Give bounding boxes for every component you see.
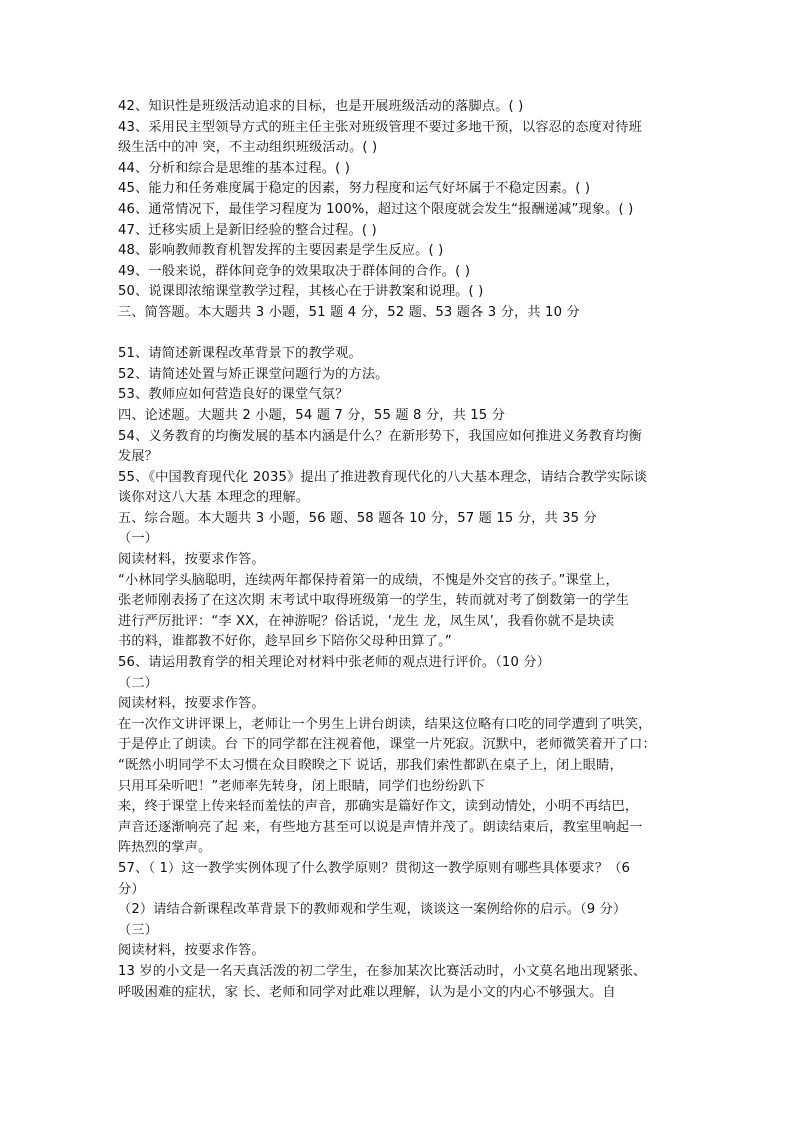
question-49: 49、一般来说，群体间竞争的效果取决于群体间的合作。( ) — [118, 263, 471, 279]
question-54-line-1: 54、义务教育的均衡发展的基本内涵是什么？在新形势下，我国应如何推进义务教育均衡 — [118, 428, 642, 444]
material-2-line-3: “既然小明同学不太习惯在众目睽睽之下 说话，那我们索性都趴在桌子上，闭上眼睛， — [118, 758, 623, 773]
material-1-line-2: 张老师刚表扬了在这次期 末考试中取得班级第一的学生，转而就对考了倒数第一的学生 — [118, 593, 630, 609]
question-44: 44、分析和综合是思维的基本过程。( ) — [118, 160, 351, 176]
document-page — [118, 97, 678, 1003]
subsection-3-label: （三） — [118, 922, 159, 938]
question-43-line-2: 级生活中的冲 突，不主动组织班级活动。( ) — [118, 140, 378, 156]
question-55-line-1: 55、《中国教育现代化 2035》提出了推进教育现代化的八大基本理念，请结合教学实际谈 — [118, 469, 648, 485]
question-54-line-2: 发展？ — [118, 449, 159, 465]
material-2-line-4: 只用耳朵听吧！”老师率先转身，闭上眼睛，同学们也纷纷趴下 — [118, 778, 486, 794]
material-1-instruction: 阅读材料，按要求作答。 — [118, 552, 265, 568]
material-1-line-1: “小林同学头脑聪明，连续两年都保持着第一的成绩，不愧是外交官的孩子。”课堂上， — [118, 572, 619, 588]
subsection-2-label: （二） — [118, 675, 159, 691]
question-57-part-1-line-2: 分） — [118, 881, 145, 897]
material-2-instruction: 阅读材料，按要求作答。 — [118, 696, 265, 712]
question-57-part-1-line-1: 57、（ 1）这一教学实例体现了什么教学原则？贯彻这一教学原则有哪些具体要求？（6 — [118, 860, 631, 876]
question-43-line-1: 43、采用民主型领导方式的班主任主张对班级管理不要过多地干预，以容忍的态度对待班 — [118, 119, 642, 135]
material-3-line-2: 呼吸困难的症状，家 长、老师和同学对此难以理解，认为是小文的内心不够强大。自 — [118, 984, 616, 1000]
question-53: 53、教师应如何营造良好的课堂气氛？ — [118, 387, 349, 403]
material-3-instruction: 阅读材料，按要求作答。 — [118, 943, 265, 959]
question-56: 56、请运用教育学的相关理论对材料中张老师的观点进行评价。（10 分） — [118, 655, 551, 671]
section-3-heading: 三、简答题。本大题共 3 小题，51 题 4 分，52 题、53 题各 3 分，共 10 分 — [118, 304, 580, 320]
material-2-line-2: 于是停止了朗读。台 下的同学都在注视着他，课堂一片死寂。沉默中，老师微笑着开了口： — [118, 737, 656, 753]
material-1-line-3: 进行严厉批评：“李 XX，在神游呢？俗话说，‘龙生 龙，凤生凤’，我看你就不是块读 — [118, 613, 615, 629]
question-51: 51、请简述新课程改革背景下的教学观。 — [118, 346, 362, 362]
question-42: 42、知识性是班级活动追求的目标，也是开展班级活动的落脚点。( ) — [118, 99, 524, 114]
question-57-part-2: （2）请结合新课程改革背景下的教师观和学生观，谈谈这一案例给你的启示。（9 分） — [118, 902, 627, 918]
question-46: 46、通常情况下，最佳学习程度为 100%，超过这个限度就会发生“报酬递减”现象。( ) — [118, 201, 634, 217]
subsection-1-label: （一） — [118, 531, 159, 547]
material-2-line-6: 声音还逐渐响亮了起 来，有些地方甚至可以说是声情并茂了。朗读结束后，教室里响起一 — [118, 819, 643, 835]
material-2-line-5: 来，终于课堂上传来轻而羞怯的声音，那确实是篇好作文，读到动情处，小明不再结巴， — [118, 799, 639, 815]
material-2-line-7: 阵热烈的掌声。 — [118, 840, 212, 856]
material-3-line-1: 13 岁的小文是一名天真活泼的初二学生，在参加某次比赛活动时，小文莫名地出现紧张、 — [118, 963, 647, 979]
blank-line — [118, 324, 678, 345]
material-1-line-4: 书的料，谁都教不好你，趁早回乡下陪你父母种田算了。” — [118, 634, 452, 650]
material-2-line-1: 在一次作文讲评课上，老师让一个男生上讲台朗读，结果这位略有口吃的同学遭到了哄笑， — [118, 716, 652, 732]
question-55-line-2: 谈你对这八大基 本理念的理解。 — [118, 490, 310, 506]
section-5-heading: 五、综合题。本大题共 3 小题，56 题、58 题各 10 分，57 题 15 分，共 35 分 — [118, 510, 597, 526]
question-50: 50、说课即浓缩课堂教学过程，其核心在于讲教案和说理。( ) — [118, 284, 484, 300]
question-52: 52、请简述处置与矫正课堂问题行为的方法。 — [118, 366, 389, 382]
question-47: 47、迁移实质上是新旧经验的整合过程。( ) — [118, 222, 377, 238]
question-45: 45、能力和任务难度属于稳定的因素，努力程度和运气好坏属于不稳定因素。( ) — [118, 181, 591, 197]
question-48: 48、影响教师教育机智发挥的主要因素是学生反应。( ) — [118, 243, 444, 259]
section-4-heading: 四、论述题。大题共 2 小题，54 题 7 分，55 题 8 分，共 15 分 — [118, 407, 506, 423]
